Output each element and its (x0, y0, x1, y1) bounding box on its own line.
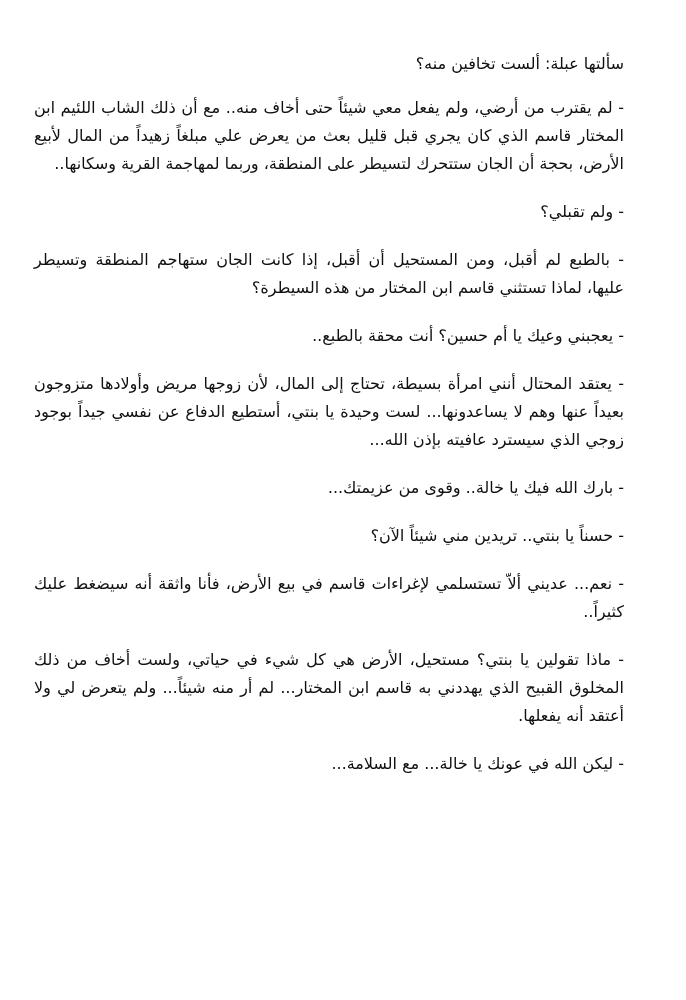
paragraph-swindler: - يعتقد المحتال أنني امرأة بسيطة، تحتاج إلى المال، لأن زوجها مريض وأولادها متزوجون بعيداً عنها وهم لا يساعدونها... لست وحيدة يا بنتي، أستطيع الدفاع عن نفسي جيداً بوجود زوجي الذي سيسترد عافيته بإذن الله... (34, 374, 624, 449)
paragraph-reply-land: - لم يقترب من أرضي، ولم يفعل معي شيئاً حتى أخاف منه.. مع أن ذلك الشاب اللئيم ابن المختار قاسم الذي كان يجري قبل قليل بعث من يعرض علي مبلغاً زهيداً من المال لأبيع الأرض، بحجة أن الجان ستتحرك لتسيطر على المنطقة، وربما لمهاجمة القرية وسكانها.. (34, 98, 624, 173)
paragraph-request-question: - حسناً يا بنتي.. تريدين مني شيئاً الآن؟ (370, 526, 624, 545)
paragraph-promise: - نعم... عديني ألاّ تستسلمي لإغراءات قاسم في بيع الأرض، فأنا واثقة أنه سيضغط عليك كثيراً.. (34, 574, 624, 621)
document-page (34, 50, 624, 798)
paragraph-question: سألتها عبلة: ألست تخافين منه؟ (415, 54, 624, 73)
paragraph-blessing: - بارك الله فيك يا خالة.. وقوى من عزيمتك... (327, 478, 624, 497)
paragraph-impossible: - ماذا تقولين يا بنتي؟ مستحيل، الأرض هي كل شيء في حياتي، ولست أخاف من ذلك المخلوق القبيح الذي يهددني به قاسم ابن المختار... لم أر منه شيئاً... ولم يتعرض لي ولا أعتقد أنه يفعلها. (34, 650, 624, 725)
paragraph-farewell: - ليكن الله في عونك يا خالة... مع السلامة... (331, 754, 624, 773)
paragraph-reply-refuse: - بالطبع لم أقبل، ومن المستحيل أن أقبل، إذا كانت الجان ستهاجم المنطقة وتسيطر عليها، لماذا تستثني قاسم ابن المختار من هذه السيطرة؟ (34, 250, 624, 297)
paragraph-praise: - يعجبني وعيك يا أم حسين؟ أنت محقة بالطبع.. (312, 326, 624, 345)
paragraph-question-refuse: - ولم تقبلي؟ (540, 202, 624, 221)
